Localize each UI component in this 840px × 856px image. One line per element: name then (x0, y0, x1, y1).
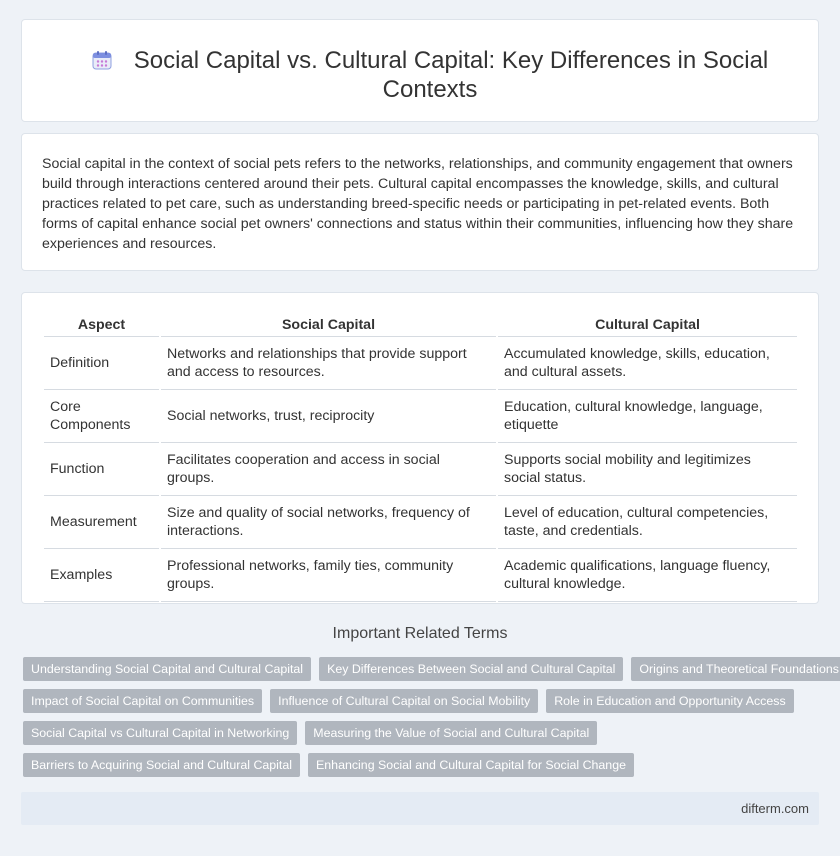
cell-cultural: Supports social mobility and legitimizes social status. (498, 443, 797, 496)
table-header-row (44, 313, 797, 337)
cell-cultural: Level of education, cultural competencies, taste, and credentials. (498, 496, 797, 549)
tag-row (23, 753, 823, 777)
header-card (21, 19, 819, 122)
header-aspect: Aspect (44, 313, 159, 337)
tag-row (23, 689, 823, 713)
cell-social: Facilitates cooperation and access in social groups. (161, 443, 496, 496)
cell-aspect: Definition (44, 337, 159, 390)
related-term-tag[interactable]: Origins and Theoretical Foundations (631, 657, 840, 681)
cell-aspect: Core Components (44, 390, 159, 443)
cell-social: Size and quality of social networks, frequency of interactions. (161, 496, 496, 549)
cell-social: Social networks, trust, reciprocity (161, 390, 496, 443)
cell-cultural: Education, cultural knowledge, language, etiquette (498, 390, 797, 443)
related-term-tag[interactable]: Influence of Cultural Capital on Social Mobility (270, 689, 538, 713)
table-row (44, 549, 797, 602)
intro-card (21, 133, 819, 271)
related-terms-list (23, 657, 839, 785)
related-term-tag[interactable]: Measuring the Value of Social and Cultural Capital (305, 721, 597, 745)
related-term-tag[interactable]: Impact of Social Capital on Communities (23, 689, 262, 713)
page-title-wrap (82, 46, 778, 104)
cell-cultural: Accumulated knowledge, skills, education, and cultural assets. (498, 337, 797, 390)
table-row (44, 337, 797, 390)
tag-row (23, 657, 839, 681)
table-row (44, 443, 797, 496)
comparison-table (42, 313, 799, 602)
table-row (44, 496, 797, 549)
related-term-tag[interactable]: Key Differences Between Social and Cultural Capital (319, 657, 623, 681)
comparison-table-card (21, 292, 819, 604)
table-row (44, 390, 797, 443)
related-term-tag[interactable]: Barriers to Acquiring Social and Cultural Capital (23, 753, 300, 777)
related-terms-title: Important Related Terms (332, 625, 508, 642)
header-social-capital: Social Capital (161, 313, 496, 337)
page-title: Social Capital vs. Cultural Capital: Key Differences in Social Contexts (133, 47, 769, 103)
cell-aspect: Function (44, 443, 159, 496)
calendar-icon (92, 50, 112, 70)
related-term-tag[interactable]: Understanding Social Capital and Cultural Capital (23, 657, 311, 681)
footer-site-link[interactable]: difterm.com (741, 801, 809, 816)
tag-row (23, 721, 823, 745)
intro-paragraph: Social capital in the context of social pets refers to the networks, relationships, and community engagement that owners build through interactions centered around their pets. Cultural capital encompasses the knowledge, skills, and cultural practices related to pet care, such as understanding breed-specific needs or participating in pet-related events. Both forms of capital enhance social pet owners' connections and status within their communities, influencing how they share experiences and resources. (42, 156, 794, 252)
header-cultural-capital: Cultural Capital (498, 313, 797, 337)
related-term-tag[interactable]: Role in Education and Opportunity Access (546, 689, 793, 713)
related-term-tag[interactable]: Enhancing Social and Cultural Capital for Social Change (308, 753, 634, 777)
cell-aspect: Measurement (44, 496, 159, 549)
footer-bar (21, 792, 819, 825)
cell-social: Networks and relationships that provide support and access to resources. (161, 337, 496, 390)
cell-social: Professional networks, family ties, community groups. (161, 549, 496, 602)
cell-aspect: Examples (44, 549, 159, 602)
cell-cultural: Academic qualifications, language fluency, cultural knowledge. (498, 549, 797, 602)
related-term-tag[interactable]: Social Capital vs Cultural Capital in Networking (23, 721, 297, 745)
